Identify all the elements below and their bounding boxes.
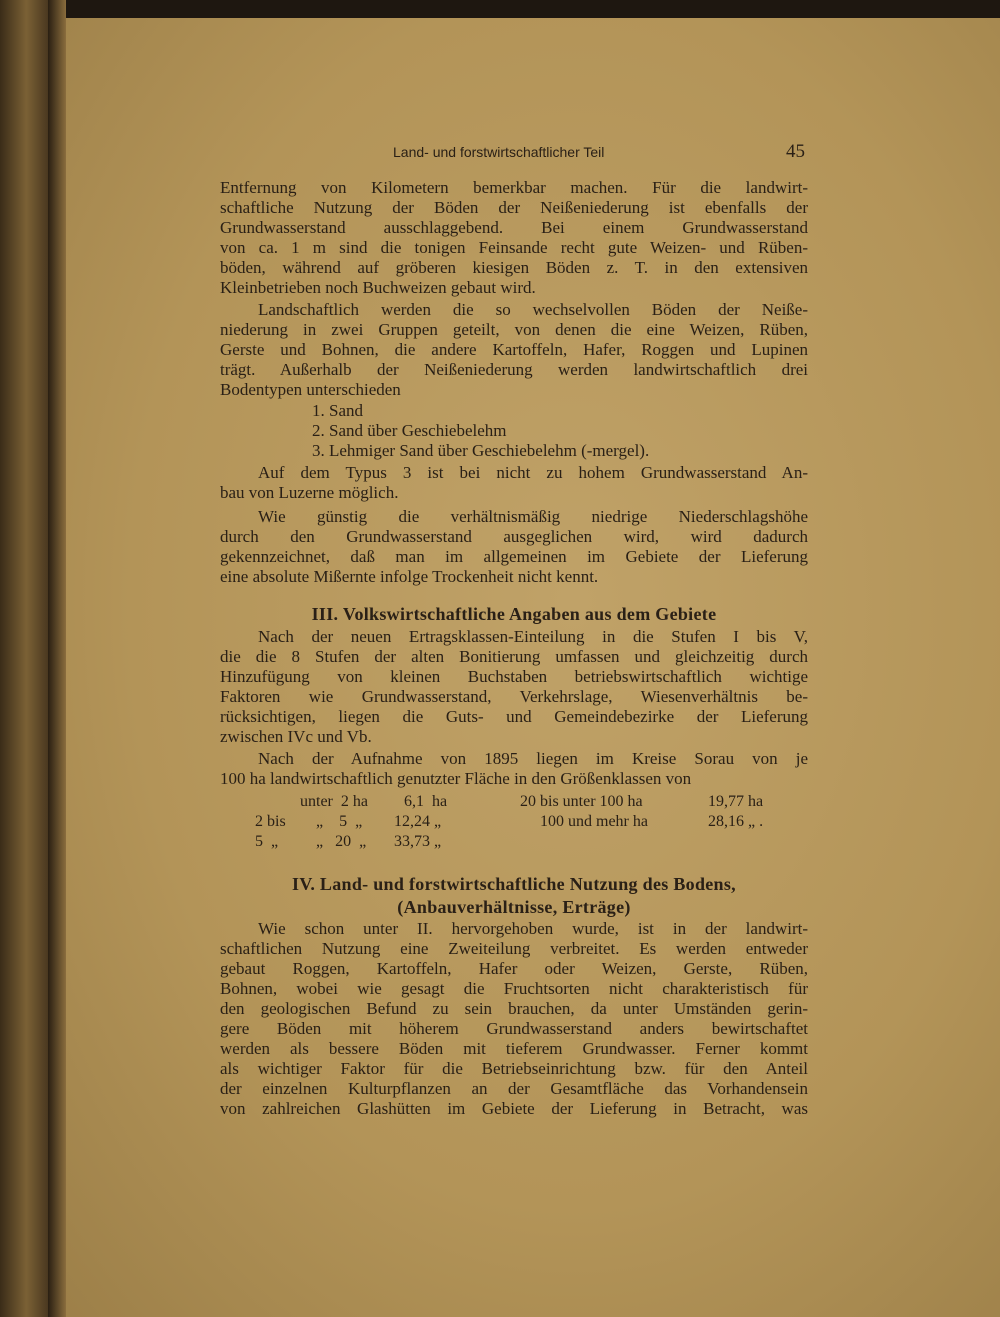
text-line: zwischen IVc und Vb.	[220, 727, 372, 746]
text-line: Grundwasserstand ausschlaggebend. Bei einem Grundwasserstand	[220, 218, 808, 237]
table-cell: 28,16 „ .	[708, 813, 764, 830]
table-cell: „ 20 „	[316, 833, 367, 850]
text-line: niederung in zwei Gruppen geteilt, von denen die eine Weizen, Rüben,	[220, 320, 808, 339]
text-line: von ca. 1 m sind die tonigen Feinsande recht gute Weizen- und Rüben-	[220, 238, 808, 257]
text-line: Entfernung von Kilometern bemerkbar machen. Für die landwirt-	[220, 178, 808, 197]
paragraph-luzerne	[220, 463, 808, 503]
text-line: Kleinbetrieben noch Buchweizen gebaut wird.	[220, 278, 536, 297]
text-line: Wie schon unter II. hervorgehoben wurde, ist in der landwirt-	[258, 919, 808, 938]
table-cell: 6,1 ha	[404, 793, 448, 810]
list-item: 1. Sand	[312, 401, 363, 420]
paragraph-survey-1895	[220, 749, 808, 789]
table-cell: 33,73 „	[394, 833, 442, 850]
text-line: schaftlichen Nutzung eine Zweiteilung verbreitet. Es werden entweder	[220, 939, 808, 958]
text-line: Nach der neuen Ertragsklassen-Einteilung in die Stufen I bis V,	[258, 627, 808, 646]
table-cell: 5 „	[255, 833, 279, 850]
text-line: als wichtiger Faktor für die Betriebseinrichtung bzw. für den Anteil	[220, 1059, 808, 1078]
text-line: schaftliche Nutzung der Böden der Neißeniederung ist ebenfalls der	[220, 198, 808, 217]
text-line: Landschaftlich werden die so wechselvollen Böden der Neiße-	[258, 300, 808, 319]
text-line: Hinzufügung von kleinen Buchstaben betriebswirtschaftlich wichtige	[220, 667, 808, 686]
running-title: Land- und forstwirtschaftlicher Teil	[393, 144, 605, 160]
text-line: Auf dem Typus 3 ist bei nicht zu hohem Grundwasserstand An-	[258, 463, 808, 482]
section-heading-iv: IV. Land- und forstwirtschaftliche Nutzung des Bodens,	[292, 874, 736, 894]
table-cell: 20 bis unter 100 ha	[520, 793, 643, 810]
section-heading-iii: III. Volkswirtschaftliche Angaben aus dem Gebiete	[311, 604, 717, 624]
section-heading-iv-subtitle: (Anbauverhältnisse, Erträge)	[397, 897, 631, 917]
page-number: 45	[786, 141, 805, 162]
text-line: trägt. Außerhalb der Neißeniederung werden landwirtschaftlich drei	[220, 360, 808, 379]
list-item: 2. Sand über Geschiebelehm	[312, 421, 507, 440]
table-cell: „ 5 „	[316, 813, 363, 830]
soil-type-list	[312, 401, 649, 461]
text-line: der einzelnen Kulturpflanzen an der Gesamtfläche das Vorhandensein	[220, 1079, 808, 1098]
table-cell: 100 und mehr ha	[540, 813, 648, 830]
table-cell: 2 bis	[255, 813, 286, 830]
text-line: gere Böden mit höherem Grundwasserstand anders bewirtschaftet	[220, 1019, 808, 1038]
text-line: Wie günstig die verhältnismäßig niedrige Niederschlagshöhe	[258, 507, 808, 526]
text-line: Bohnen, wobei wie gesagt die Fruchtsorten nicht charakteristisch für	[220, 979, 808, 998]
text-line: gekennzeichnet, daß man im allgemeinen im Gebiete der Lieferung	[220, 547, 808, 566]
text-line: den geologischen Befund zu sein brauchen, da unter Umständen gerin-	[220, 999, 808, 1018]
text-line: werden als bessere Böden mit tieferem Grundwasser. Ferner kommt	[220, 1039, 808, 1058]
text-line: Bodentypen unterschieden	[220, 380, 401, 399]
left-page-edge	[0, 0, 48, 1317]
table-cell: unter 2 ha	[300, 793, 368, 810]
paragraph-land-use	[220, 919, 808, 1119]
text-line: Faktoren wie Grundwasserstand, Verkehrslage, Wiesenverhältnis be-	[220, 687, 808, 706]
paragraph-groundwater	[220, 178, 808, 298]
text-line: eine absolute Mißernte infolge Trockenheit nicht kennt.	[220, 567, 599, 586]
text-line: von zahlreichen Glashütten im Gebiete der Lieferung in Betracht, was	[220, 1099, 808, 1118]
paragraph-landscape	[220, 300, 808, 400]
text-line: 100 ha landwirtschaftlich genutzter Fläche in den Größenklassen von	[220, 769, 692, 788]
text-line: gebaut Roggen, Kartoffeln, Hafer oder Weizen, Gerste, Rüben,	[220, 959, 808, 978]
text-line: böden, während auf gröberen kiesigen Böden z. T. in den extensiven	[220, 258, 808, 277]
paragraph-precipitation	[220, 507, 808, 587]
text-line: Nach der Aufnahme von 1895 liegen im Kreise Sorau von je	[258, 749, 808, 768]
paragraph-yield-classes	[220, 627, 808, 747]
list-item: 3. Lehmiger Sand über Geschiebelehm (-mergel).	[312, 441, 650, 460]
table-cell: 19,77 ha	[708, 793, 764, 810]
text-line: Gerste und Bohnen, die andere Kartoffeln, Hafer, Roggen und Lupinen	[220, 340, 808, 359]
text-line: die die 8 Stufen der alten Bonitierung umfassen und gleichzeitig durch	[220, 647, 808, 666]
table-cell: 12,24 „	[394, 813, 442, 830]
book-gutter	[48, 0, 66, 1317]
text-line: durch den Grundwasserstand ausgeglichen wird, wird dadurch	[220, 527, 808, 546]
text-line: bau von Luzerne möglich.	[220, 483, 399, 502]
text-line: rücksichtigen, liegen die Guts- und Gemeindebezirke der Lieferung	[220, 707, 808, 726]
